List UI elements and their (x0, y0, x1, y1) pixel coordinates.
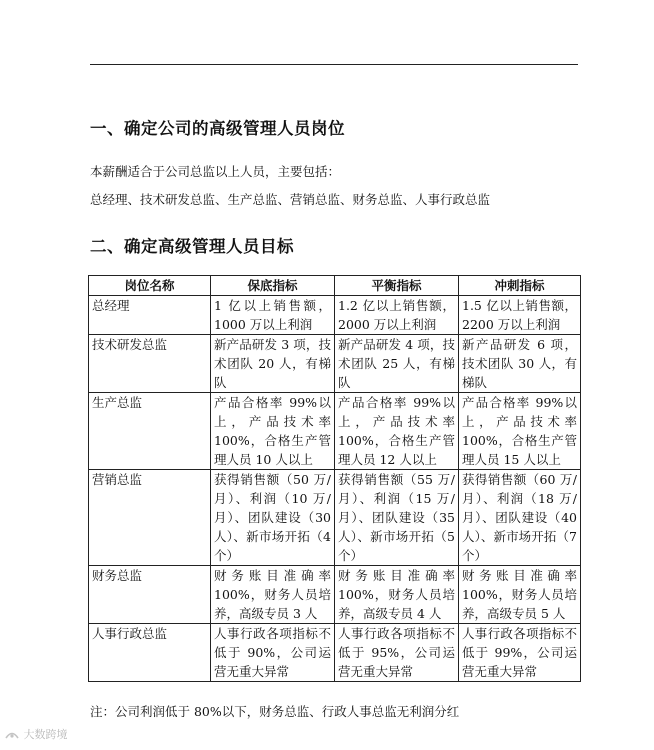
table-row (89, 566, 581, 624)
header-cell: 岗位名称 (89, 276, 211, 296)
table-cell: 营销总监 (89, 470, 211, 566)
intro-text: 本薪酬适合于公司总监以上人员，主要包括： (90, 164, 341, 179)
table-cell: 产品合格率 99%以上，产品技术率 100%，合格生产管理人员 15 人以上 (459, 393, 581, 470)
table-row (89, 393, 581, 470)
table-row (89, 296, 581, 335)
section-heading-1: 一、确定公司的高级管理人员岗位 (90, 119, 345, 138)
table-cell: 获得销售额（50 万/月）、利润（10 万/月）、团队建设（30 人）、新市场开拓（4 个） (211, 470, 335, 566)
watermark-text: 大数跨境 (23, 728, 68, 741)
targets-table (88, 275, 581, 682)
table-cell: 财务账目准确率 100%，财务人员培养，高级专员 4 人 (335, 566, 459, 624)
table-cell: 人事行政各项指标不低于 95%，公司运营无重大异常 (335, 624, 459, 682)
table-cell: 获得销售额（55 万/月）、利润（15 万/月）、团队建设（35 人）、新市场开拓（5 个） (335, 470, 459, 566)
header-cell: 冲刺指标 (459, 276, 581, 296)
positions-text: 总经理、技术研发总监、生产总监、营销总监、财务总监、人事行政总监 (90, 192, 491, 207)
table-cell: 财务账目准确率 100%，财务人员培养，高级专员 3 人 (211, 566, 335, 624)
table-cell: 1.2 亿以上销售额，2000 万以上利润 (335, 296, 459, 335)
table-cell: 人事行政总监 (89, 624, 211, 682)
table-cell: 新产品研发 6 项，技术团队 30 人，有梯队 (459, 335, 581, 393)
header-cell: 保底指标 (211, 276, 335, 296)
table-cell: 新产品研发 4 项，技术团队 25 人，有梯队 (335, 335, 459, 393)
table-row (89, 470, 581, 566)
table-cell: 产品合格率 99%以上，产品技术率 100%，合格生产管理人员 10 人以上 (211, 393, 335, 470)
table-row (89, 335, 581, 393)
table-cell: 1.5 亿以上销售额，2200 万以上利润 (459, 296, 581, 335)
watermark (4, 726, 68, 742)
header-cell: 平衡指标 (335, 276, 459, 296)
watermark-logo-icon (4, 728, 20, 740)
table-cell: 获得销售额（60 万/月）、利润（18 万/月）、团队建设（40 人）、新市场开拓（7 个） (459, 470, 581, 566)
table-header-row (89, 276, 581, 296)
table-cell: 新产品研发 3 项，技术团队 20 人，有梯队 (211, 335, 335, 393)
table-cell: 总经理 (89, 296, 211, 335)
table-cell: 人事行政各项指标不低于 99%，公司运营无重大异常 (459, 624, 581, 682)
table-cell: 技术研发总监 (89, 335, 211, 393)
table-cell: 人事行政各项指标不低于 90%，公司运营无重大异常 (211, 624, 335, 682)
section-heading-2: 二、确定高级管理人员目标 (90, 237, 294, 256)
header-rule (90, 64, 578, 65)
table-cell: 财务总监 (89, 566, 211, 624)
table-cell: 产品合格率 99%以上，产品技术率 100%，合格生产管理人员 12 人以上 (335, 393, 459, 470)
footnote: 注：公司利润低于 80%以下，财务总监、行政人事总监无利润分红 (90, 704, 460, 719)
table-cell: 1 亿以上销售额，1000 万以上利润 (211, 296, 335, 335)
table-cell: 生产总监 (89, 393, 211, 470)
table-row (89, 624, 581, 682)
table-cell: 财务账目准确率 100%，财务人员培养，高级专员 5 人 (459, 566, 581, 624)
